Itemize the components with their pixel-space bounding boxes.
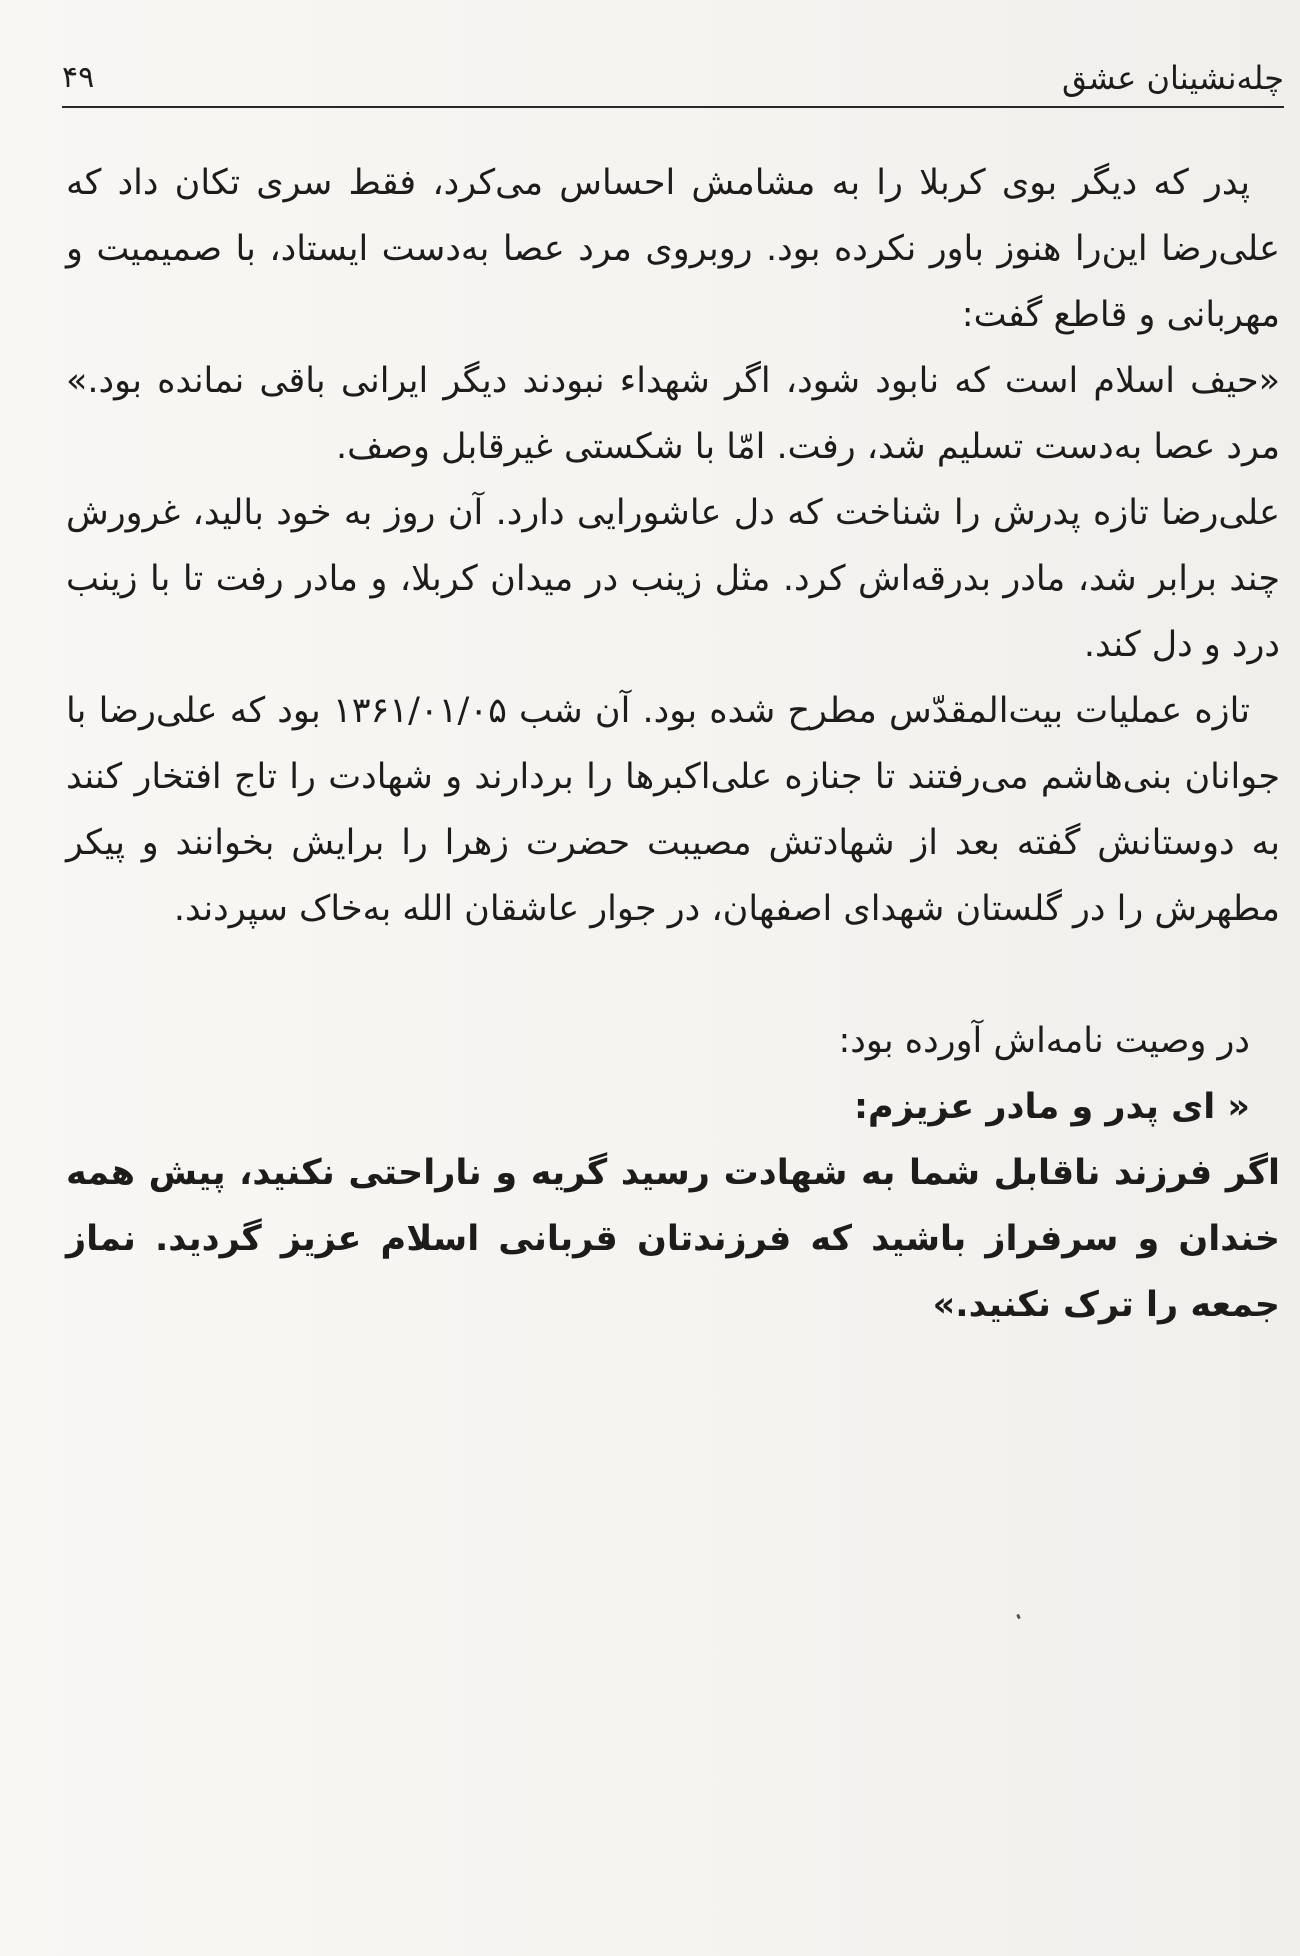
book-title: چله‌نشینان عشق	[1061, 59, 1284, 97]
ink-speck	[1016, 1614, 1021, 1620]
paragraph-1: پدر که دیگر بوی کربلا را به مشامش احساس می‌کرد، فقط سری تکان داد که علی‌رضا این‌را هنوز باور نکرده بود. روبروی مرد عصا به‌دست ایستاد، با صمیمیت و مهربانی و قاطع گفت:	[66, 163, 1280, 335]
paragraph-3: علی‌رضا تازه پدرش را شناخت که دل عاشورایی دارد. آن روز به خود بالید، غرورش چند برابر شد، مادر بدرقه‌اش کرد. مثل زینب در میدان کربلا، و مادر رفت تا با زینب درد و دل کند.	[66, 493, 1280, 665]
header-rule	[62, 106, 1284, 108]
will-intro: در وصیت نامه‌اش آورده بود:	[838, 1021, 1250, 1061]
section-spacer	[66, 942, 1280, 1008]
page-number: ۴۹	[62, 60, 95, 95]
page-header	[62, 52, 1284, 108]
page-body	[66, 150, 1280, 1338]
paragraph-2: «حیف اسلام است که نابود شود، اگر شهداء نبودند دیگر ایرانی باقی نمانده بود.» مرد عصا به‌دست تسلیم شد، رفت. امّا با شکستی غیرقابل وصف.	[66, 361, 1280, 467]
will-message: اگر فرزند ناقابل شما به شهادت رسید گریه و ناراحتی نکنید، پیش همه خندان و سرفراز باشید که فرزندتان قربانی اسلام عزیز گردید. نماز جمعه را ترک نکنید.»	[66, 1153, 1280, 1325]
will-salutation: « ای پدر و مادر عزیزم:	[853, 1087, 1250, 1127]
paragraph-4: تازه عملیات بیت‌المقدّس مطرح شده بود. آن شب ۱۳۶۱/۰۱/۰۵ بود که علی‌رضا با جوانان بنی‌هاشم می‌رفتند تا جنازه علی‌اکبرها را بردارند و شهادت را تاج افتخار کنند به دوستانش گفته بعد از شهادتش مصیبت حضرت زهرا را برایش بخوانند و پیکر مطهرش را در گلستان شهدای اصفهان، در جوار عاشقان الله به‌خاک سپردند.	[66, 691, 1280, 929]
